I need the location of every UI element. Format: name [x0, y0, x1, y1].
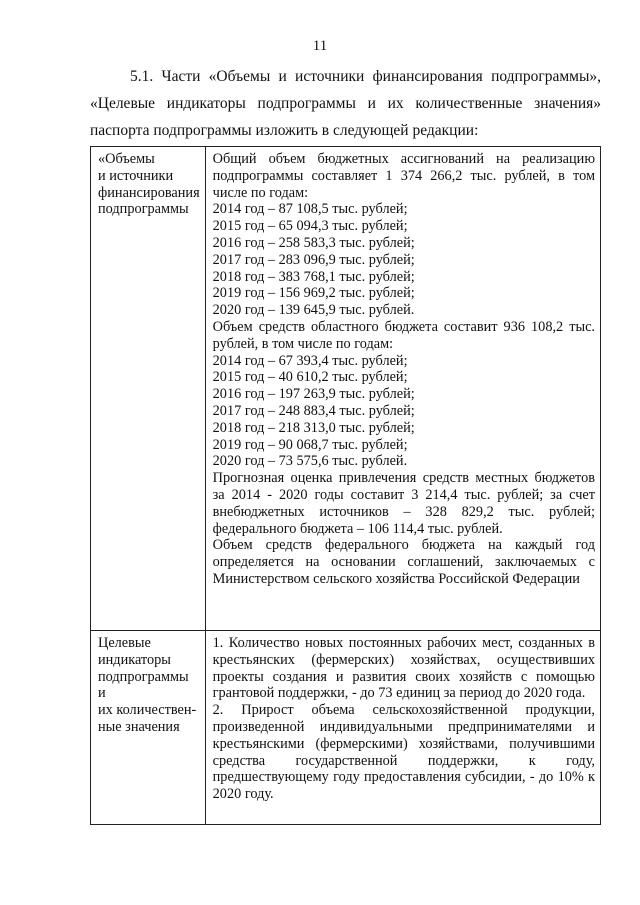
passport-table [90, 146, 601, 825]
total-year-item: 2014 год – 87 108,5 тыс. рублей; [212, 201, 408, 218]
financing-label-line: подпрограммы [98, 201, 189, 218]
financing-label-cell [91, 147, 206, 631]
financing-value-cell [205, 147, 600, 631]
indicators-value-cell [205, 631, 600, 825]
regional-year-item: 2014 год – 67 393,4 тыс. рублей; [212, 352, 408, 369]
regional-year-item: 2018 год – 218 313,0 тыс. рублей; [212, 419, 415, 436]
total-year-item: 2019 год – 156 969,2 тыс. рублей; [212, 285, 415, 302]
financing-label-line: и источники [98, 167, 174, 184]
financing-label-line: финансирования [98, 184, 200, 201]
financing-label-line: «Объемы [98, 151, 155, 167]
federal-note-text: Объем средств федерального бюджета на каждый год определяется на основании соглашений, заключаемых с Министерством сельского хозяйства Российской Федерации [212, 537, 595, 587]
indicators-label-line: подпрограммы и [98, 668, 189, 702]
total-year-item: 2016 год – 258 583,3 тыс. рублей; [212, 234, 415, 251]
indicator-item: 2. Прирост объема сельскохозяйственной продукции, произведенной индивидуальными предпринимателями и крестьянскими (фермерскими) хозяйствами, получившими средства государственной поддержки, к году, предшествующему году предоставления субсидии, - до 10% к 2020 году. [212, 702, 595, 803]
total-budget-text: Общий объем бюджетных ассигнований на реализацию подпрограммы составляет 1 374 266,2 тыс. рублей, в том числе по годам: [212, 151, 595, 201]
intro-text: 5.1. Части «Объемы и источники финансирования подпрограммы», «Целевые индикаторы подпрограммы и их количественные значения» паспорта подпрограммы изложить в следующей редакции: [90, 68, 601, 139]
regional-budget-text: Объем средств областного бюджета составит 936 108,2 тыс. рублей, в том числе по годам: [212, 318, 595, 352]
total-year-item: 2018 год – 383 768,1 тыс. рублей; [212, 268, 415, 285]
indicators-label-cell [91, 631, 206, 825]
indicators-label-line: Целевые [98, 635, 151, 651]
regional-year-item: 2015 год – 40 610,2 тыс. рублей; [212, 369, 408, 386]
regional-year-item: 2019 год – 90 068,7 тыс. рублей; [212, 436, 408, 453]
forecast-text: Прогнозная оценка привлечения средств местных бюджетов за 2014 - 2020 годы составит 3 214,4 тыс. рублей; за счет внебюджетных источников – 328 829,2 тыс. рублей; федерального бюджета – 106 114,4 тыс. рублей. [212, 470, 595, 537]
total-year-item: 2017 год – 283 096,9 тыс. рублей; [212, 251, 415, 268]
total-year-item: 2015 год – 65 094,3 тыс. рублей; [212, 218, 408, 235]
indicator-item: 1. Количество новых постоянных рабочих мест, созданных в крестьянских (фермерских) хозяйствах, осуществивших проекты создания и развития своих хозяйств с помощью грантовой поддержки, - до 73 единиц за период до 2020 года. [212, 635, 595, 702]
intro-paragraph [90, 63, 601, 144]
total-year-item: 2020 год – 139 645,9 тыс. рублей. [212, 302, 415, 319]
regional-year-item: 2016 год – 197 263,9 тыс. рублей; [212, 386, 415, 403]
regional-year-item: 2017 год – 248 883,4 тыс. рублей; [212, 402, 415, 419]
table-row-indicators [91, 631, 601, 825]
indicators-label-line: ные значения [98, 718, 180, 735]
indicators-label-line: их количествен- [98, 702, 197, 719]
regional-year-item: 2020 год – 73 575,6 тыс. рублей. [212, 453, 408, 470]
page-number: 11 [312, 38, 328, 54]
indicators-label-line: индикаторы [98, 651, 171, 668]
table-row-financing [91, 147, 601, 631]
